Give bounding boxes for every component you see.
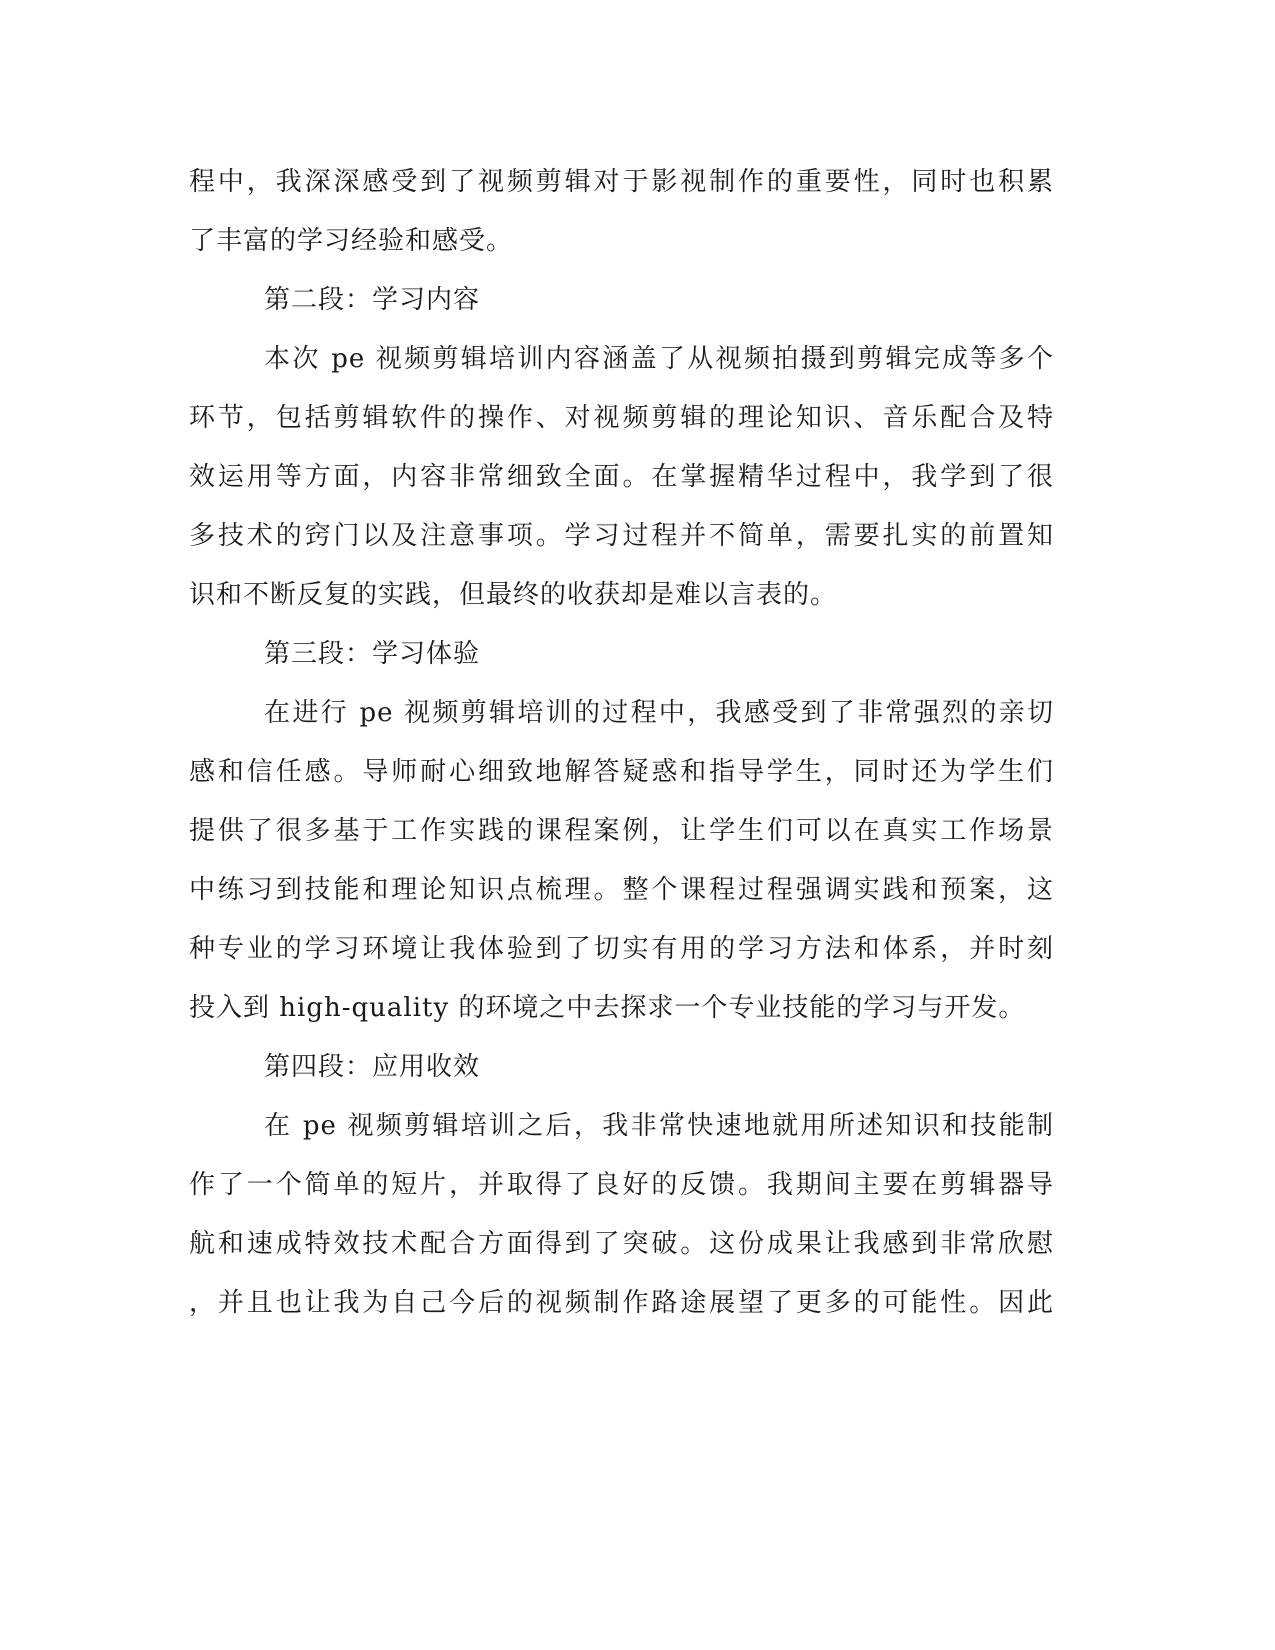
text-line: 环节，包括剪辑软件的操作、对视频剪辑的理论知识、音乐配合及特 xyxy=(189,403,1054,433)
text-line: 提供了很多基于工作实践的课程案例，让学生们可以在真实工作场景 xyxy=(189,816,1054,846)
text-line: 种专业的学习环境让我体验到了切实有用的学习方法和体系，并时刻 xyxy=(189,934,1054,964)
text-line: 效运用等方面，内容非常细致全面。在掌握精华过程中，我学到了很 xyxy=(189,462,1054,492)
text-line: 在进行 pe 视频剪辑培训的过程中，我感受到了非常强烈的亲切 xyxy=(264,698,1054,728)
section-heading: 第四段：应用收效 xyxy=(264,1052,481,1082)
text-line: 航和速成特效技术配合方面得到了突破。这份成果让我感到非常欣慰 xyxy=(189,1229,1054,1259)
section-heading: 第三段：学习体验 xyxy=(264,639,481,669)
text-line: 感和信任感。导师耐心细致地解答疑惑和指导学生，同时还为学生们 xyxy=(189,757,1054,787)
section-heading: 第二段：学习内容 xyxy=(264,285,481,315)
text-line: ，并且也让我为自己今后的视频制作路途展望了更多的可能性。因此 xyxy=(189,1288,1054,1318)
text-line: 中练习到技能和理论知识点梳理。整个课程过程强调实践和预案，这 xyxy=(189,875,1054,905)
text-line: 多技术的窍门以及注意事项。学习过程并不简单，需要扎实的前置知 xyxy=(189,521,1054,551)
text-line: 程中，我深深感受到了视频剪辑对于影视制作的重要性，同时也积累 xyxy=(189,167,1054,197)
text-line: 了丰富的学习经验和感受。 xyxy=(189,226,514,256)
text-line: 识和不断反复的实践，但最终的收获却是难以言表的。 xyxy=(189,580,838,610)
text-line: 投入到 high-quality 的环境之中去探求一个专业技能的学习与开发。 xyxy=(189,993,1026,1023)
text-line: 作了一个简单的短片，并取得了良好的反馈。我期间主要在剪辑器导 xyxy=(189,1170,1054,1200)
text-line: 在 pe 视频剪辑培训之后，我非常快速地就用所述知识和技能制 xyxy=(264,1111,1054,1141)
text-line: 本次 pe 视频剪辑培训内容涵盖了从视频拍摄到剪辑完成等多个 xyxy=(264,344,1054,374)
